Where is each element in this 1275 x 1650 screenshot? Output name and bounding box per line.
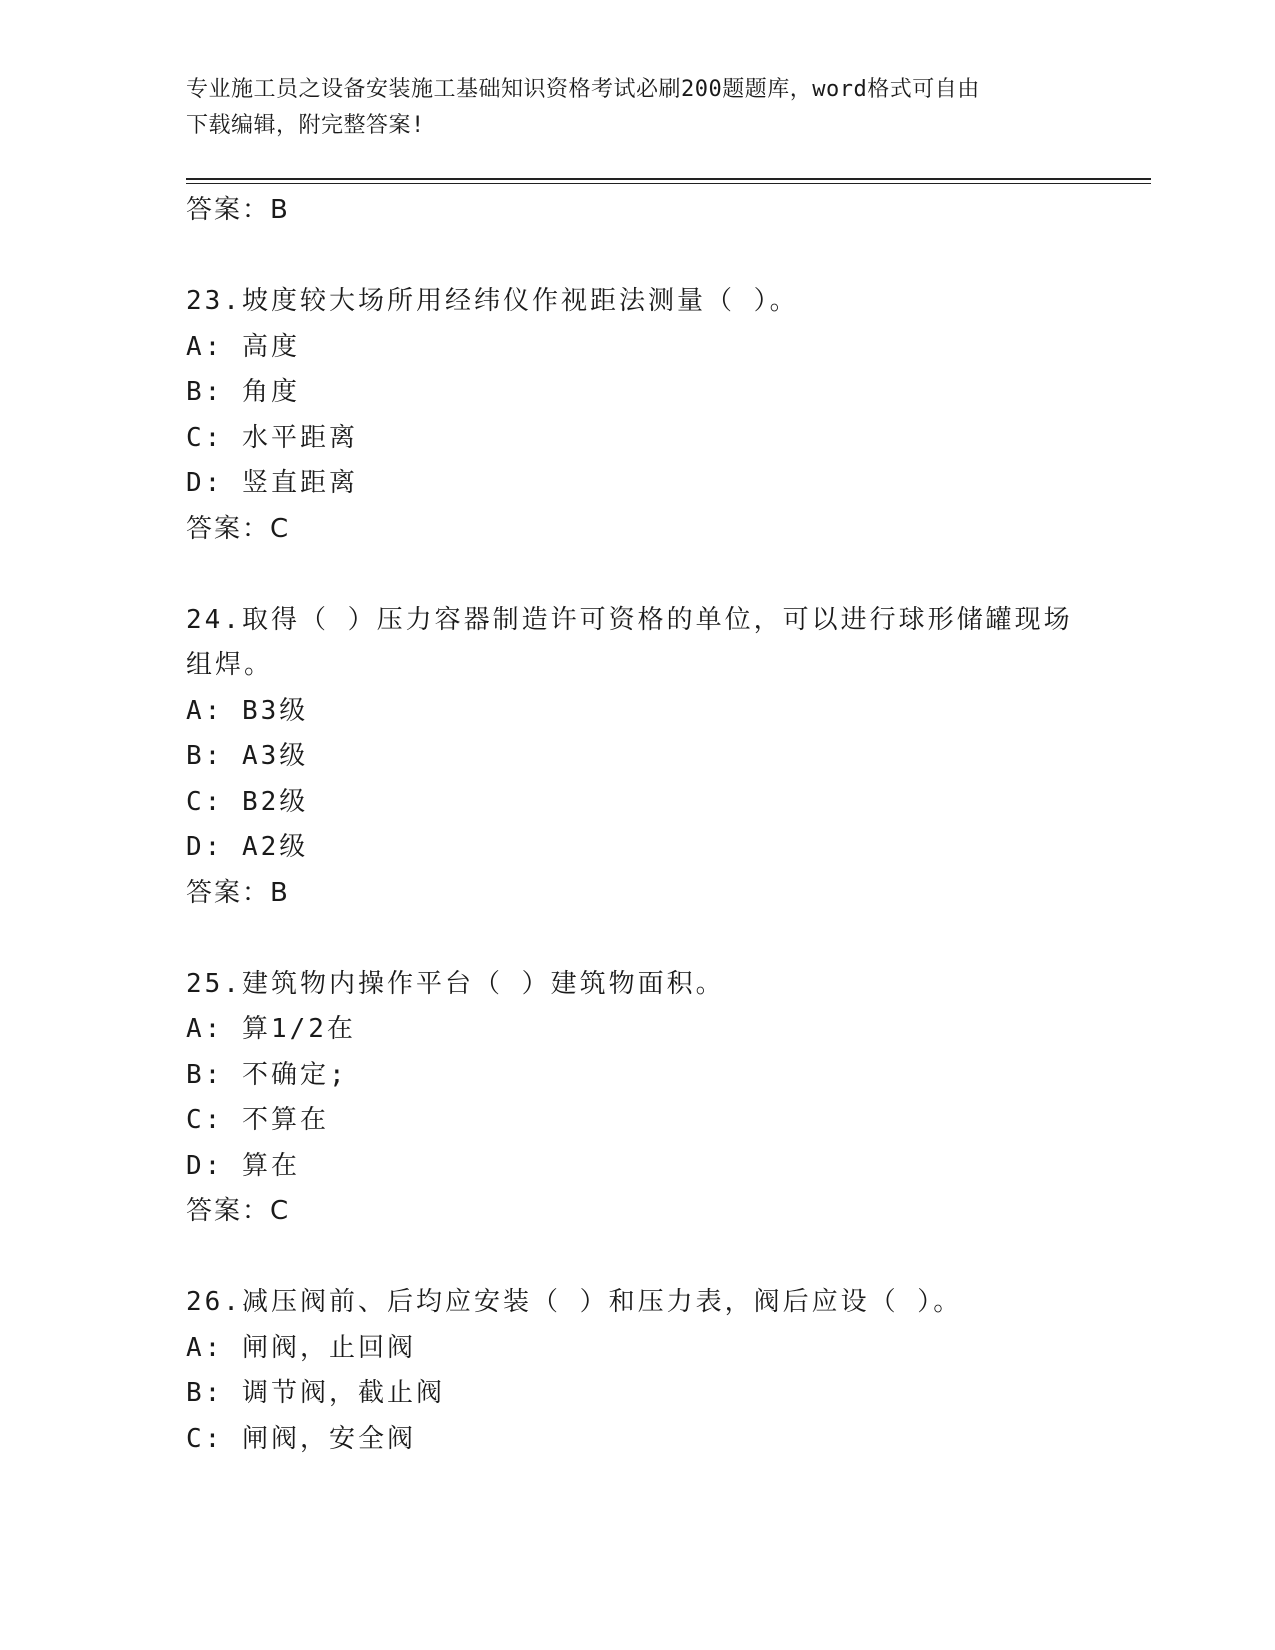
- document-header: [186, 72, 1066, 144]
- option-d: D: 竖直距离: [186, 468, 358, 498]
- question-24: [186, 598, 1073, 917]
- question-26: [186, 1280, 1066, 1462]
- question-stem: 26.减压阀前、后均应安装（ ）和压力表，阀后应设（ ）。: [186, 1287, 963, 1317]
- option-c: C: 水平距离: [186, 422, 358, 453]
- spacer: [186, 916, 1066, 962]
- answer-line: 答案：C: [186, 1196, 291, 1226]
- option-b: B: 调节阀，截止阀: [186, 1378, 445, 1408]
- option-d: D: A2级: [186, 832, 309, 862]
- header-line-2: 下载编辑，附完整答案!: [186, 113, 425, 138]
- question-stem: 24.取得（ ）压力容器制造许可资格的单位，可以进行球形储罐现场: [186, 604, 1073, 635]
- option-b: B: 不确定;: [186, 1059, 348, 1090]
- spacer: [186, 552, 1066, 598]
- option-b: B: A3级: [186, 741, 309, 771]
- option-a: A: 算1/2在: [186, 1014, 356, 1044]
- question-23: [186, 279, 1066, 552]
- answer-line: 答案：B: [186, 877, 290, 908]
- option-a: A: B3级: [186, 695, 309, 726]
- option-a: A: 高度: [186, 331, 300, 362]
- question-list: [186, 188, 1073, 1462]
- option-c: C: 闸阀，安全阀: [186, 1423, 416, 1454]
- header-line-1: 专业施工员之设备安装施工基础知识资格考试必刷200题题库，word格式可自由: [186, 77, 980, 102]
- option-d: D: 算在: [186, 1150, 300, 1181]
- option-c: C: B2级: [186, 786, 309, 817]
- answer-line: 答案：C: [186, 513, 291, 544]
- header-divider-thick: [186, 178, 1151, 180]
- header-divider-thin: [186, 183, 1151, 184]
- spacer: [186, 234, 1066, 280]
- question-stem-continued: 组焊。: [186, 650, 274, 680]
- option-b: B: 角度: [186, 377, 300, 407]
- question-stem: 23.坡度较大场所用经纬仪作视距法测量（ ）。: [186, 286, 799, 316]
- answer-line: 答案：B: [186, 195, 290, 225]
- option-c: C: 不算在: [186, 1105, 329, 1135]
- option-a: A: 闸阀，止回阀: [186, 1332, 416, 1363]
- question-stem: 25.建筑物内操作平台（ ）建筑物面积。: [186, 968, 725, 999]
- spacer: [186, 1235, 1066, 1281]
- question-25: [186, 962, 1066, 1235]
